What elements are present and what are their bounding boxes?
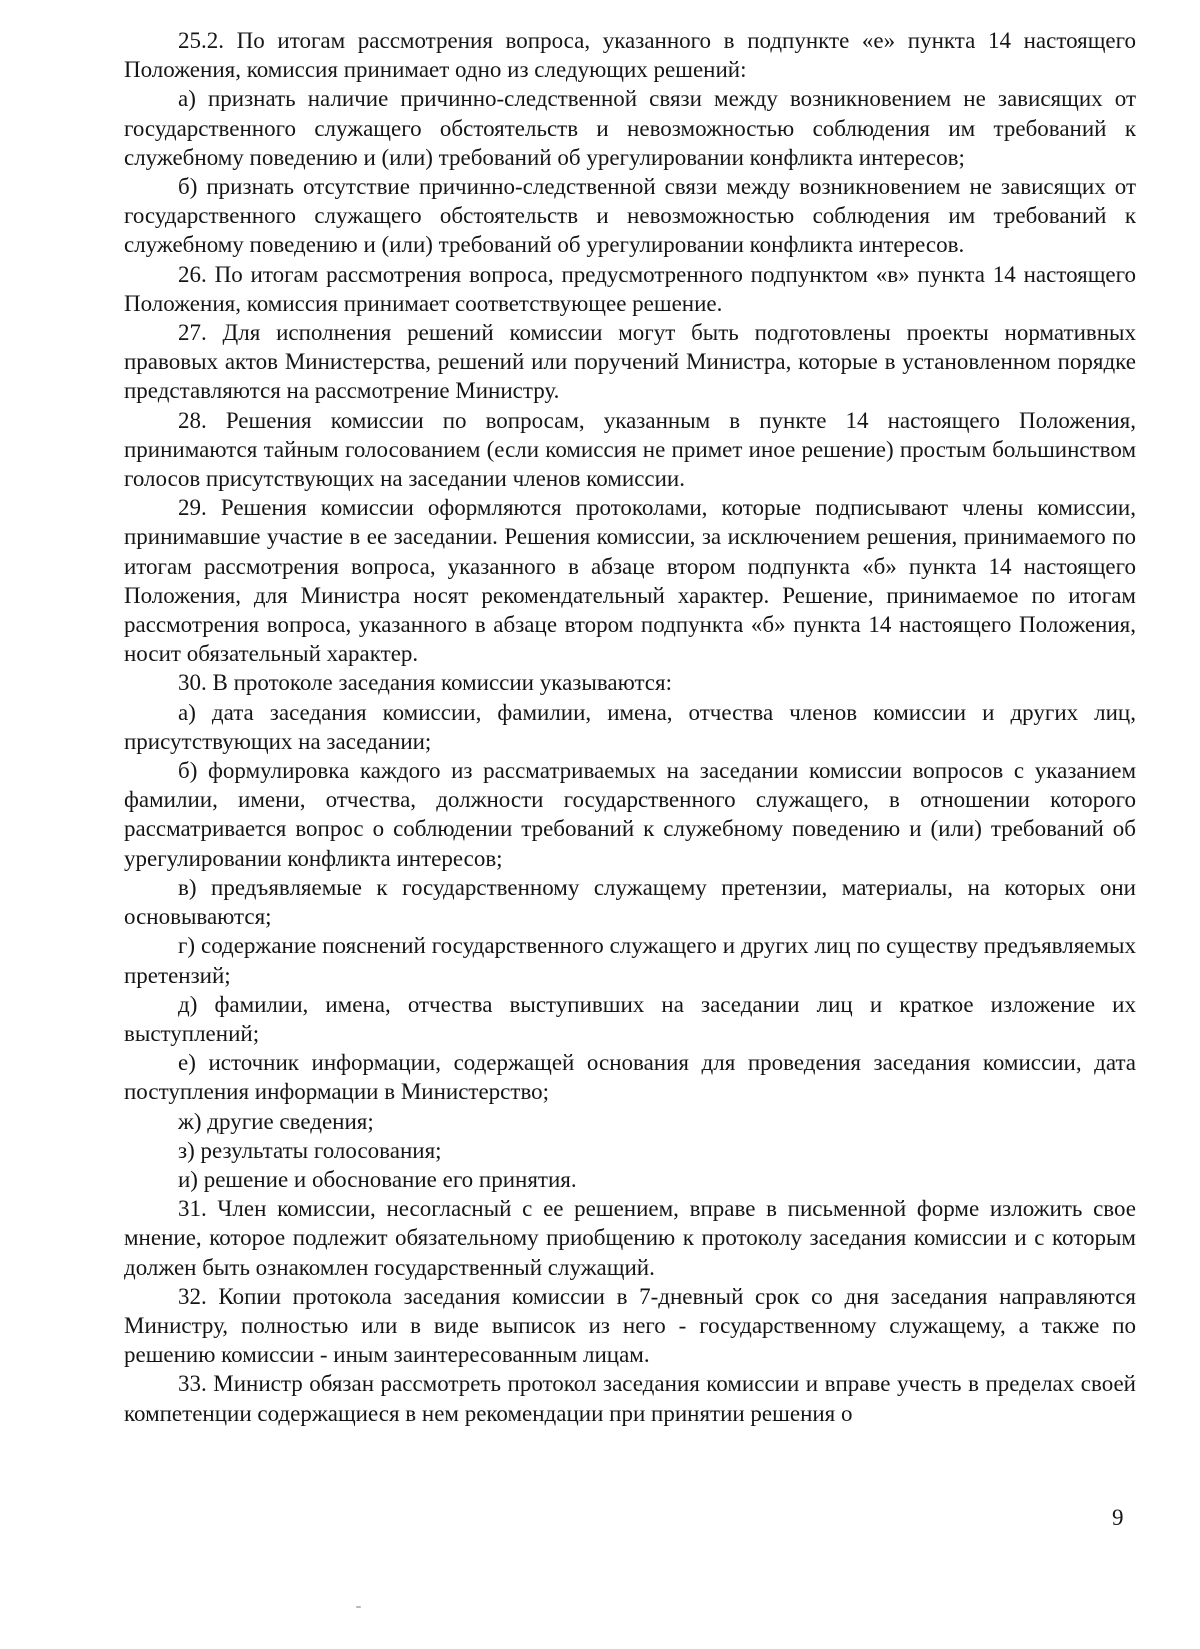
paragraph-30-i: и) решение и обоснование его принятия. [178, 1166, 577, 1192]
document-page [124, 26, 1136, 1428]
paragraph-30-a: а) дата заседания комиссии, фамилии, имена, отчества членов комиссии и других лиц, присутствующих на заседании; [124, 699, 1136, 754]
paragraph-29: 29. Решения комиссии оформляются протоколами, которые подписывают члены комиссии, принимавшие участие в ее заседании. Решения комиссии, за исключением решения, принимаемого по итогам рассмотрения вопроса, указанного в абзаце втором подпункта «б» пункта 14 настоящего Положения, для Министра носят рекомендательный характер. Решение, принимаемое по итогам рассмотрения вопроса, указанного в абзаце втором подпункта «б» пункта 14 настоящего Положения, носит обязательный характер. [124, 495, 1136, 667]
paragraph-30: 30. В протоколе заседания комиссии указываются: [178, 670, 672, 696]
paragraph-28: 28. Решения комиссии по вопросам, указанным в пункте 14 настоящего Положения, принимаются тайным голосованием (если комиссия не примет иное решение) простым большинством голосов присутствующих на заседании членов комиссии. [124, 407, 1136, 492]
paragraph-25-2: 25.2. По итогам рассмотрения вопроса, указанного в подпункте «е» пункта 14 настоящего Положения, комиссия принимает одно из следующих решений: [124, 28, 1136, 83]
page-number: 9 [1112, 1505, 1124, 1530]
paragraph-30-zh: ж) другие сведения; [178, 1108, 374, 1134]
paragraph-30-z: з) результаты голосования; [178, 1137, 442, 1163]
paragraph-33: 33. Министр обязан рассмотреть протокол заседания комиссии и вправе учесть в пределах своей компетенции содержащиеся в нем рекомендации при принятии решения о [124, 1371, 1136, 1426]
paragraph-30-d: д) фамилии, имена, отчества выступивших на заседании лиц и краткое изложение их выступлений; [124, 991, 1136, 1046]
paragraph-32: 32. Копии протокола заседания комиссии в 7-дневный срок со дня заседания направляются Министру, полностью или в виде выписок из него - государственному служащему, а также по решению комиссии - иным заинтересованным лицам. [124, 1283, 1136, 1368]
paragraph-30-e: е) источник информации, содержащей основания для проведения заседания комиссии, дата поступления информации в Министерство; [124, 1050, 1136, 1105]
paragraph-30-g: г) содержание пояснений государственного служащего и других лиц по существу предъявляемых претензий; [124, 933, 1136, 988]
scan-speck [356, 1606, 361, 1608]
paragraph-25-2-a: а) признать наличие причинно-следственной связи между возникновением не зависящих от государственного служащего обстоятельств и невозможностью соблюдения им требований к служебному поведению и (или) требований об урегулировании конфликта интересов; [124, 86, 1136, 170]
paragraph-26: 26. По итогам рассмотрения вопроса, предусмотренного подпунктом «в» пункта 14 настоящего Положения, комиссия принимает соответствующее решение. [124, 261, 1136, 316]
paragraph-25-2-b: б) признать отсутствие причинно-следственной связи между возникновением не зависящих от государственного служащего обстоятельств и невозможностью соблюдения им требований к служебному поведению и (или) требований об урегулировании конфликта интересов. [124, 174, 1136, 258]
paragraph-30-b: б) формулировка каждого из рассматриваемых на заседании комиссии вопросов с указанием фамилии, имени, отчества, должности государственного служащего, в отношении которого рассматривается вопрос о соблюдении требований к служебному поведению и (или) требований об урегулировании конфликта интересов; [124, 758, 1136, 871]
paragraph-31: 31. Член комиссии, несогласный с ее решением, вправе в письменной форме изложить свое мнение, которое подлежит обязательному приобщению к протоколу заседания комиссии и с которым должен быть ознакомлен государственный служащий. [124, 1196, 1136, 1280]
paragraph-30-v: в) предъявляемые к государственному служащему претензии, материалы, на которых они основываются; [124, 874, 1136, 930]
paragraph-27: 27. Для исполнения решений комиссии могут быть подготовлены проекты нормативных правовых актов Министерства, решений или поручений Министра, которые в установленном порядке представляются на рассмотрение Министру. [124, 320, 1136, 404]
